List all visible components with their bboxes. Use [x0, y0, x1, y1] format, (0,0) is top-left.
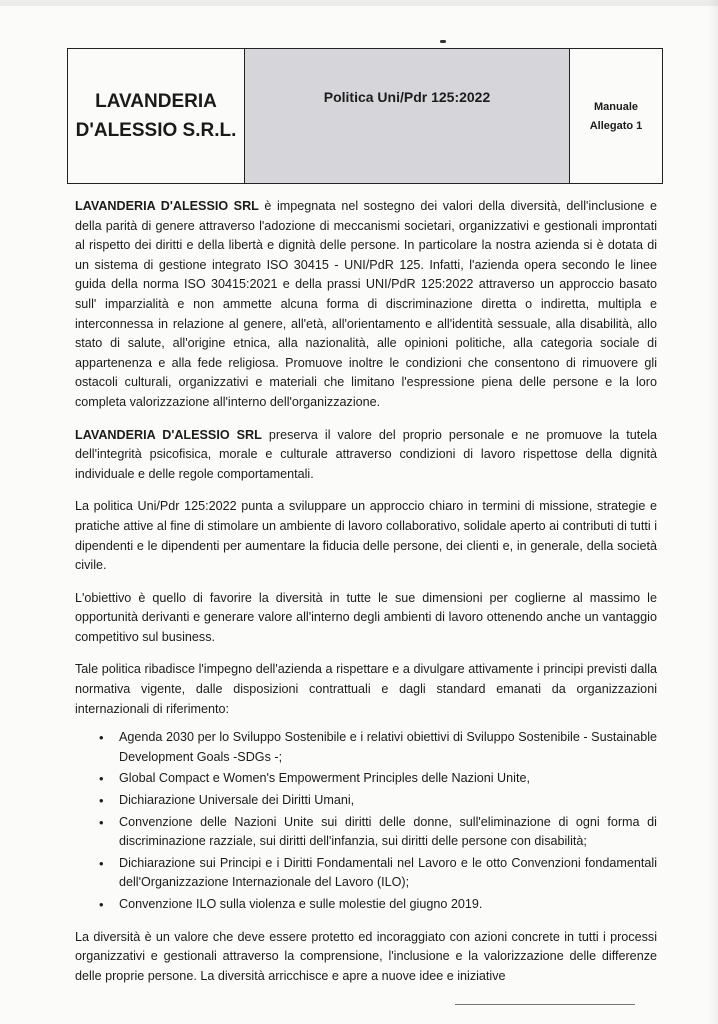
reference-list — [75, 728, 657, 914]
list-item — [99, 813, 657, 852]
company-name-line-2: D'ALESSIO S.R.L. — [75, 120, 237, 141]
bullet-icon: • — [99, 814, 104, 830]
list-item — [99, 728, 657, 767]
scan-speck — [440, 40, 446, 43]
bullet-icon: • — [99, 730, 104, 746]
bullet-icon: • — [99, 771, 104, 787]
paragraph-text: preserva il valore del proprio personale e ne promuove la tutela dell'integrità psicofisica, morale e culturale attraverso condizioni di lavoro rispettose della dignità individuale e delle regole comportamentali. — [75, 427, 658, 481]
annex-label: Allegato 1 — [589, 120, 643, 132]
list-item — [99, 791, 657, 811]
document-header-table — [67, 48, 663, 184]
bullet-icon: • — [99, 855, 104, 871]
paragraph-commitment — [75, 197, 657, 413]
list-item-text: Dichiarazione Universale dei Diritti Umani, — [119, 793, 355, 808]
manual-label: Manuale — [593, 101, 638, 113]
list-item — [99, 854, 657, 893]
paragraph-objective: L'obiettivo è quello di favorire la diversità in tutte le sue dimensioni per coglierne al massimo le opportunità derivanti e generare valore all'interno degli ambienti di lavoro ottenendo anche un vantaggio competitivo sul business. — [75, 590, 657, 644]
list-item-text: Convenzione ILO sulla violenza e sulle molestie del giugno 2019. — [119, 897, 483, 911]
list-item-text: Dichiarazione sui Principi e i Diritti Fondamentali nel Lavoro e le otto Convenzioni fondamentali dell'Organizzazione Internazionale del Lavoro (ILO); — [119, 855, 657, 890]
bullet-icon: • — [99, 793, 104, 809]
list-item-text: Convenzione delle Nazioni Unite sui diritti delle donne, sull'eliminazione di ogni forma di discriminazione razziale, sui diritti dell'infanzia, sui diritti delle persone con disabilità; — [119, 814, 657, 849]
bullet-icon: • — [99, 897, 104, 912]
company-name-inline: LAVANDERIA D'ALESSIO SRL — [75, 199, 259, 213]
list-item-text: Agenda 2030 per lo Sviluppo Sostenibile e i relativi obiettivi di Sviluppo Sostenibile - Sustainable Development Goals -SDGs -; — [119, 730, 657, 764]
company-name-line-1: LAVANDERIA — [95, 91, 217, 112]
scan-shadow — [708, 0, 718, 1024]
company-cell — [68, 49, 245, 183]
scan-edge — [0, 0, 718, 6]
list-item — [99, 895, 657, 915]
paragraph-principles-intro: Tale politica ribadisce l'impegno dell'azienda a rispettare e a divulgare attivamente i principi previsti dalla normativa vigente, dalle disposizioni contrattuali e dagli standard emanati da organizzazioni internazionali di riferimento: — [75, 662, 657, 716]
paragraph-diversity: La diversità è un valore che deve essere protetto ed incoraggiato con azioni concrete in tutti i processi organizzativi e gestionali attraverso la comprensione, l'inclusione e la valorizzazione delle differenze delle proprie persone. La diversità arricchisce e apre a nuove idee e iniziative — [75, 929, 657, 983]
paragraph-personnel — [75, 426, 657, 485]
document-reference-cell — [570, 49, 662, 183]
paragraph-policy: La politica Uni/Pdr 125:2022 punta a sviluppare un approccio chiaro in termini di missione, strategie e pratiche attive al fine di stimolare un ambiente di lavoro collaborativo, solidale aperto ai contributi di tutti i dipendenti e le dipendenti per aumentare la fiducia delle persone, dei clienti e, in generale, della società civile. — [75, 499, 657, 573]
list-item-text: Global Compact e Women's Empowerment Principles delle Nazioni Unite, — [119, 771, 530, 786]
paragraph-text: è impegnata nel sostegno dei valori della diversità, dell'inclusione e della parità di genere attraverso l'adozione di meccanismi societari, organizzativi e gestionali improntati al rispetto dei diritti e della libertà e dignità delle persone. In particolare la nostra azienda si è dotata di un sistema di gestione integrato ISO 30415 - UNI/PdR 125. Infatti, l'azienda opera secondo le linee guida della norma ISO 30415:2021 e della prassi UNI/PdR 125:2022 attraverso un approccio basato sull' imparzialità e non ammette alcuna forma di discriminazione diretta o indiretta, multipla e interconnessa in relazione al genere, all'età, all'orientamento e all'identità sessuale, alla disabilità, allo stato di salute, all'origine etnica, alla nazionalità, alle opinioni politiche, alla categoria sociale di appartenenza e alla fede religiosa. Promuove inoltre le condizioni che consentono di rimuovere gli ostacoli culturali, organizzativi e materiali che limitano l'espressione piena delle persone e la loro completa valorizzazione all'interno dell'organizzazione. — [75, 199, 657, 409]
list-item — [99, 769, 657, 789]
company-name — [76, 87, 237, 145]
policy-title-cell — [245, 49, 570, 183]
company-name-inline: LAVANDERIA D'ALESSIO SRL — [75, 427, 262, 442]
policy-title: Politica Uni/Pdr 125:2022 — [323, 89, 491, 105]
document-body — [75, 197, 657, 999]
footer-rule — [455, 1004, 635, 1005]
